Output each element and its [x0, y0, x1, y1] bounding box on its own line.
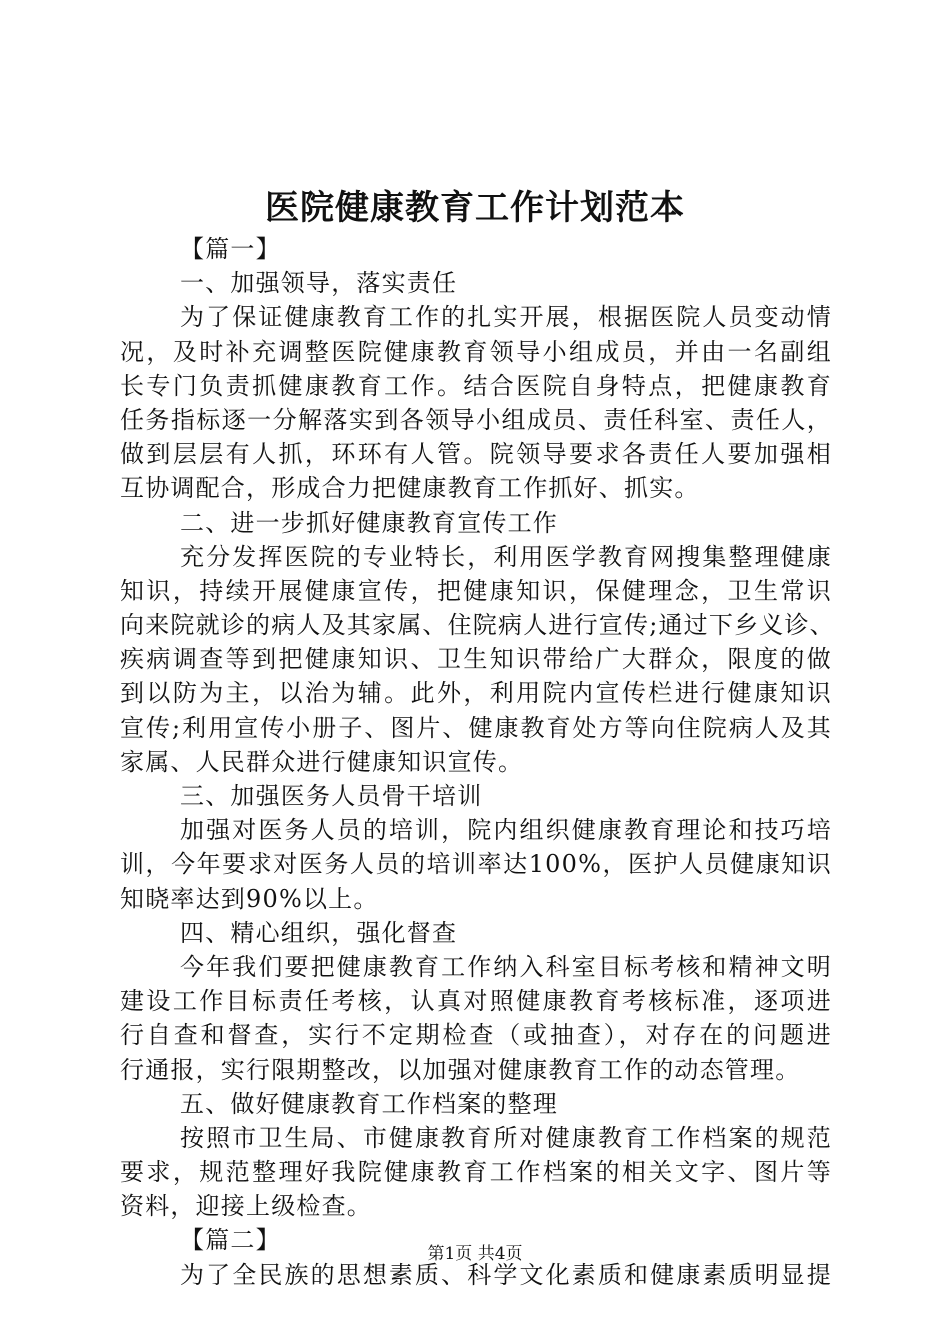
text-line: 资料，迎接上级检查。 — [120, 1192, 372, 1221]
text-line: 向来院就诊的病人及其家属、住院病人进行宣传;通过下乡义诊、 — [120, 611, 835, 640]
text-line: 四、精心组织，强化督查 — [180, 918, 458, 947]
text-line: 加强对医务人员的培训，院内组织健康教育理论和技巧培 — [180, 816, 832, 845]
text-line: 长专门负责抓健康教育工作。结合医院自身特点，把健康教育 — [120, 371, 832, 400]
text-line: 互协调配合，形成合力把健康教育工作抓好、抓实。 — [120, 474, 700, 503]
text-line: 任务指标逐一分解落实到各领导小组成员、责任科室、责任人， — [120, 405, 832, 434]
text-line: 建设工作目标责任考核，认真对照健康教育考核标准，逐项进 — [120, 987, 832, 1016]
text-line: 疾病调查等到把健康知识、卫生知识带给广大群众，限度的做 — [120, 645, 832, 674]
text-line: 要求，规范整理好我院健康教育工作档案的相关文字、图片等 — [120, 1158, 832, 1187]
text-line: 充分发挥医院的专业特长，利用医学教育网搜集整理健康 — [180, 542, 832, 571]
text-line: 知识，持续开展健康宣传，把健康知识，保健理念，卫生常识 — [120, 576, 832, 605]
text-line: 为了全民族的思想素质、科学文化素质和健康素质明显提 — [180, 1260, 832, 1289]
page-footer: 第1页 共4页 — [427, 1244, 523, 1264]
text-line: 按照市卫生局、市健康教育所对健康教育工作档案的规范 — [180, 1123, 832, 1152]
text-line: 到以防为主，以治为辅。此外，利用院内宣传栏进行健康知识 — [120, 679, 832, 708]
text-line: 做到层层有人抓，环环有人管。院领导要求各责任人要加强相 — [120, 440, 832, 469]
text-line: 家属、人民群众进行健康知识宣传。 — [120, 747, 524, 776]
text-line: 五、做好健康教育工作档案的整理 — [180, 1089, 558, 1118]
text-line: 行通报，实行限期整改，以加强对健康教育工作的动态管理。 — [120, 1055, 801, 1084]
text-line: 【篇一】 — [180, 235, 281, 263]
text-line: 知晓率达到90%以上。 — [120, 884, 379, 913]
text-line: 训，今年要求对医务人员的培训率达100%，医护人员健康知识 — [120, 850, 832, 879]
text-line: 二、进一步抓好健康教育宣传工作 — [180, 508, 558, 537]
text-line: 一、加强领导，落实责任 — [180, 269, 458, 298]
text-line: 今年我们要把健康教育工作纳入科室目标考核和精神文明 — [180, 952, 832, 981]
document-title: 医院健康教育工作计划范本 — [265, 188, 685, 228]
text-line: 况，及时补充调整医院健康教育领导小组成员，并由一名副组 — [120, 337, 832, 366]
text-line: 三、加强医务人员骨干培训 — [180, 782, 483, 810]
text-line: 为了保证健康教育工作的扎实开展，根据医院人员变动情 — [180, 303, 832, 332]
document-body — [120, 232, 835, 1292]
text-line: 宣传;利用宣传小册子、图片、健康教育处方等向住院病人及其 — [120, 713, 832, 742]
text-line: 【篇二】 — [180, 1226, 281, 1255]
text-line: 行自查和督查，实行不定期检查（或抽查），对存在的问题进 — [120, 1021, 832, 1050]
